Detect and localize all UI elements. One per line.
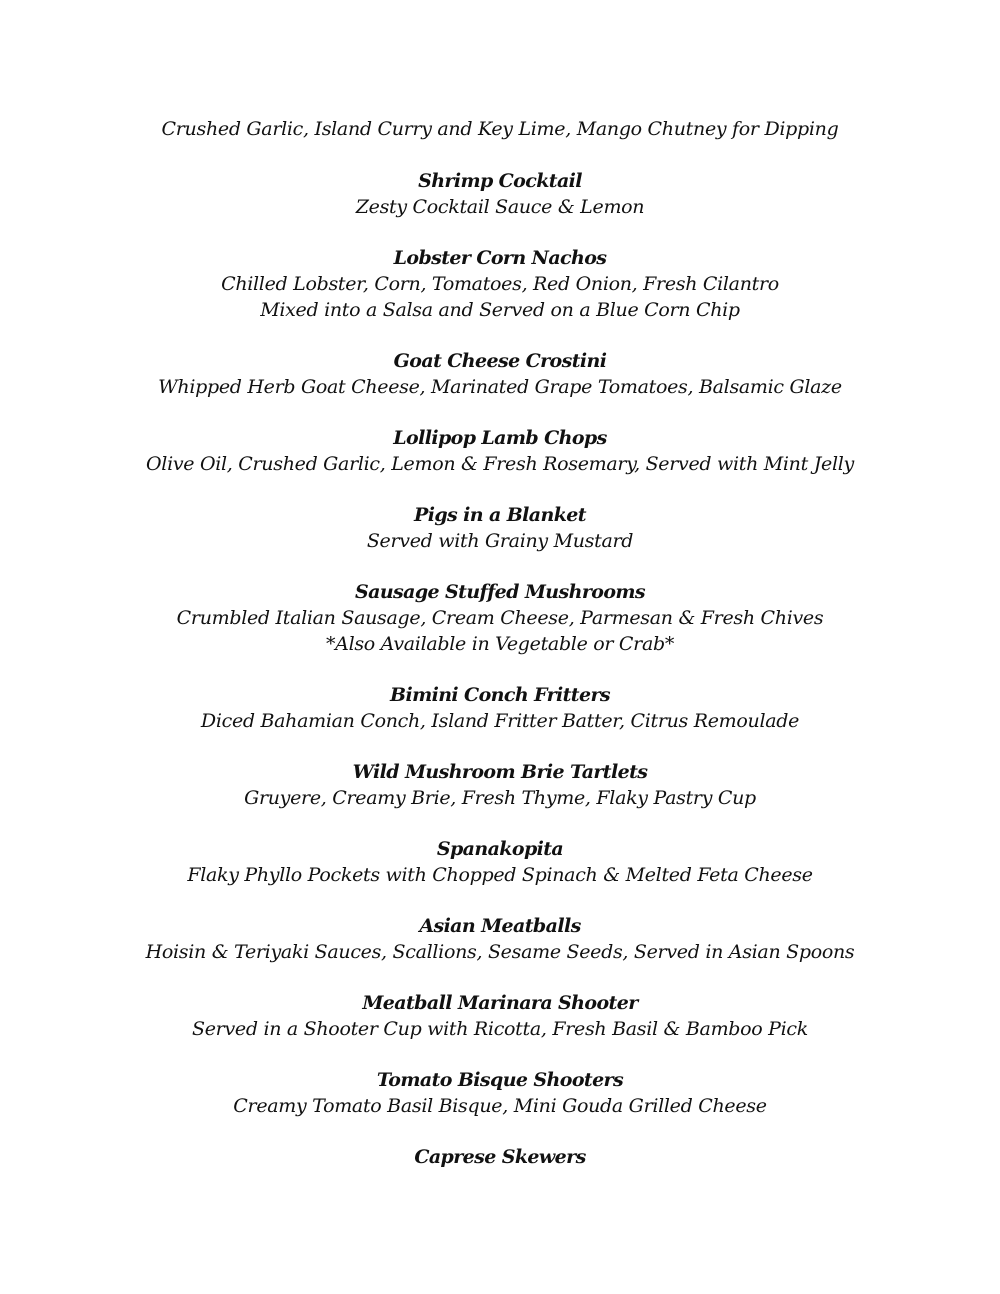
item-title: Caprese Skewers bbox=[414, 1146, 586, 1168]
item-title: Sausage Stuffed Mushrooms bbox=[354, 581, 645, 603]
menu-item bbox=[0, 990, 1000, 1042]
item-title: Wild Mushroom Brie Tartlets bbox=[352, 761, 648, 783]
item-description: Served with Grainy Mustard bbox=[366, 530, 634, 552]
item-description: Whipped Herb Goat Cheese, Marinated Grape Tomatoes, Balsamic Glaze bbox=[158, 376, 842, 398]
menu-item bbox=[0, 759, 1000, 811]
item-title: Bimini Conch Fritters bbox=[390, 684, 610, 706]
item-description: *Also Available in Vegetable or Crab* bbox=[325, 633, 675, 655]
item-description: Served in a Shooter Cup with Ricotta, Fresh Basil & Bamboo Pick bbox=[192, 1018, 808, 1040]
item-title: Goat Cheese Crostini bbox=[393, 350, 607, 372]
intro-line: Crushed Garlic, Island Curry and Key Lime, Mango Chutney for Dipping bbox=[161, 118, 839, 140]
item-title: Shrimp Cocktail bbox=[418, 170, 582, 192]
item-title: Lollipop Lamb Chops bbox=[393, 427, 607, 449]
item-description: Olive Oil, Crushed Garlic, Lemon & Fresh Rosemary, Served with Mint Jelly bbox=[146, 453, 854, 475]
item-title: Pigs in a Blanket bbox=[414, 504, 586, 526]
menu-item bbox=[0, 1144, 1000, 1170]
menu-item bbox=[0, 1067, 1000, 1119]
item-description: Mixed into a Salsa and Served on a Blue Corn Chip bbox=[260, 299, 740, 321]
item-description: Crumbled Italian Sausage, Cream Cheese, Parmesan & Fresh Chives bbox=[176, 607, 824, 629]
menu-item bbox=[0, 425, 1000, 477]
item-description: Diced Bahamian Conch, Island Fritter Batter, Citrus Remoulade bbox=[200, 710, 800, 732]
item-title: Asian Meatballs bbox=[419, 915, 581, 937]
menu-item bbox=[0, 168, 1000, 220]
item-title: Meatball Marinara Shooter bbox=[362, 992, 638, 1014]
menu-item bbox=[0, 913, 1000, 965]
item-description: Flaky Phyllo Pockets with Chopped Spinach & Melted Feta Cheese bbox=[187, 864, 813, 886]
item-description: Zesty Cocktail Sauce & Lemon bbox=[355, 196, 645, 218]
menu-item bbox=[0, 836, 1000, 888]
item-description: Chilled Lobster, Corn, Tomatoes, Red Onion, Fresh Cilantro bbox=[221, 273, 779, 295]
menu-list bbox=[0, 168, 1000, 1195]
menu-item bbox=[0, 682, 1000, 734]
menu-item bbox=[0, 502, 1000, 554]
item-description: Gruyere, Creamy Brie, Fresh Thyme, Flaky Pastry Cup bbox=[244, 787, 756, 809]
item-title: Lobster Corn Nachos bbox=[393, 247, 607, 269]
item-description: Creamy Tomato Basil Bisque, Mini Gouda Grilled Cheese bbox=[233, 1095, 767, 1117]
menu-item bbox=[0, 245, 1000, 323]
menu-item bbox=[0, 579, 1000, 657]
item-title: Tomato Bisque Shooters bbox=[376, 1069, 624, 1091]
item-description: Hoisin & Teriyaki Sauces, Scallions, Sesame Seeds, Served in Asian Spoons bbox=[145, 941, 855, 963]
item-title: Spanakopita bbox=[436, 838, 564, 860]
menu-item bbox=[0, 348, 1000, 400]
